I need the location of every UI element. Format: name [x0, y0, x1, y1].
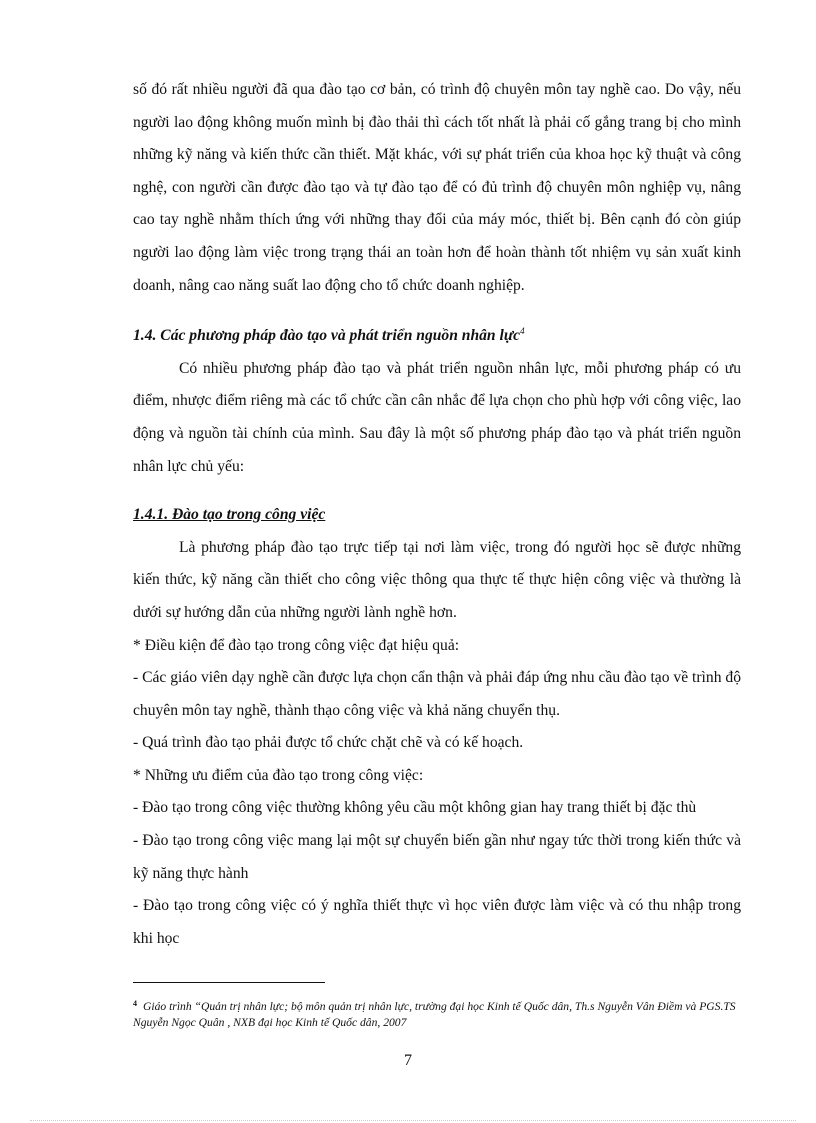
- footnote-reference[interactable]: 4: [520, 326, 525, 337]
- advantages-title: * Những ưu điểm của đào tạo trong công việc:: [133, 766, 424, 784]
- paragraph-intro: số đó rất nhiều người đã qua đào tạo cơ bản, có trình độ chuyên môn tay nghề cao. Do vậy, nếu người lao động không muốn mình bị đào thải thì cách tốt nhất là phải cố gắng trang bị cho mình những kỹ năng và kiến thức cần thiết. Mặt khác, với sự phát triển của khoa học kỹ thuật và công nghệ, con người cần được đào tạo và tự đào tạo để có đủ trình độ chuyên môn nghiệp vụ, nâng cao tay nghề nhằm thích ứng với những thay đổi của máy móc, thiết bị. Bên cạnh đó còn giúp người lao động làm việc trong trạng thái an toàn hơn để hoàn thành tốt nhiệm vụ sản xuất kinh doanh, nâng cao năng suất lao động cho tổ chức doanh nghiệp.: [133, 81, 741, 294]
- footnote: [133, 996, 743, 1031]
- section-heading-1-4: [133, 320, 741, 353]
- footnote-marker: 4: [133, 999, 137, 1008]
- advantage-item: - Đào tạo trong công việc thường không yêu cầu một không gian hay trang thiết bị đặc thù: [133, 799, 697, 817]
- advantage-item: - Đào tạo trong công việc mang lại một sự chuyển biến gần như ngay tức thời trong kiến thức và kỹ năng thực hành: [133, 832, 741, 882]
- condition-item: - Các giáo viên dạy nghề cần được lựa chọn cẩn thận và phải đáp ứng nhu cầu đào tạo về trình độ chuyên môn tay nghề, thành thạo công việc và khả năng chuyển thụ.: [133, 669, 741, 719]
- section-heading-1-4-1: 1.4.1. Đào tạo trong công việc: [133, 506, 326, 524]
- page-number: 7: [404, 1052, 412, 1069]
- footnote-divider: [133, 982, 325, 983]
- paragraph-methods-overview: Có nhiều phương pháp đào tạo và phát triển nguồn nhân lực, mỗi phương pháp có ưu điểm, nhược điểm riêng mà các tổ chức cần cân nhắc để lựa chọn cho phù hợp với công việc, lao động và nguồn tài chính của mình. Sau đây là một số phương pháp đào tạo và phát triển nguồn nhân lực chủ yếu:: [133, 359, 741, 475]
- page-bottom-divider: [30, 1120, 796, 1121]
- condition-item: - Quá trình đào tạo phải được tổ chức chặt chẽ và có kế hoạch.: [133, 734, 524, 752]
- paragraph-on-the-job-definition: Là phương pháp đào tạo trực tiếp tại nơi làm việc, trong đó người học sẽ được những kiến thức, kỹ năng cần thiết cho công việc thông qua thực tế thực hiện công việc và thường là dưới sự hướng dẫn của những người lành nghề hơn.: [133, 538, 741, 621]
- body-text: [133, 74, 741, 955]
- conditions-title: * Điều kiện để đào tạo trong công việc đạt hiệu quả:: [133, 636, 460, 654]
- advantage-item: - Đào tạo trong công việc có ý nghĩa thiết thực vì học viên được làm việc và có thu nhập trong khi học: [133, 897, 741, 947]
- footnote-text: Giáo trình “Quản trị nhân lực; bộ môn quản trị nhân lực, trường đại học Kinh tế Quốc dân, Th.s Nguyễn Vân Điềm và PGS.TS Nguyễn Ngọc Quân , NXB đại học Kinh tế Quốc dân, 2007: [133, 1000, 736, 1029]
- section-heading-1-4-text: 1.4. Các phương pháp đào tạo và phát triển nguồn nhân lực: [133, 327, 521, 345]
